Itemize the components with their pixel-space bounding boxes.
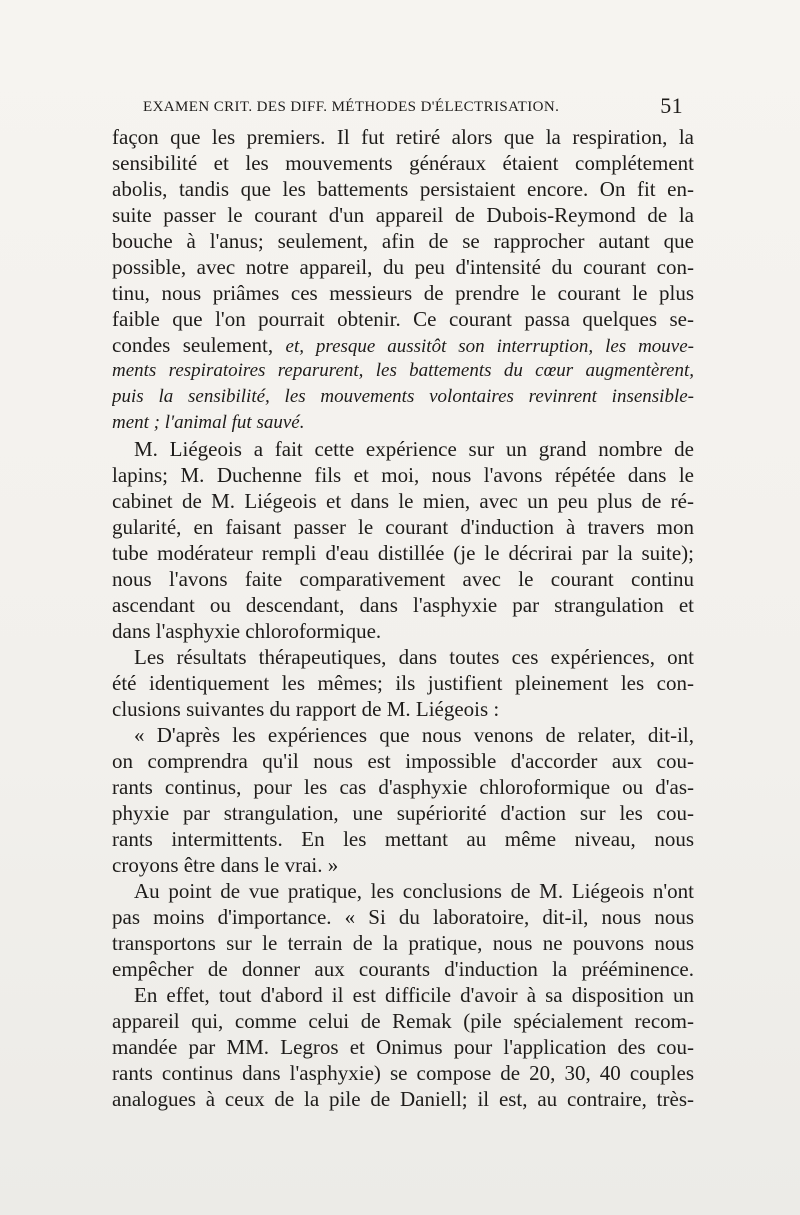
text-line: cabinet de M. Liégeois et dans le mien, avec un peu plus de ré-: [112, 489, 694, 513]
text-line: rants continus dans l'asphyxie) se compose de 20, 30, 40 couples: [112, 1061, 694, 1085]
text-line: gularité, en faisant passer le courant d'induction à travers mon: [112, 515, 694, 539]
text-line: tube modérateur rempli d'eau distillée (je le décrirai par la suite);: [112, 541, 694, 565]
text-line: phyxie par strangulation, une supériorité d'action sur les cou-: [112, 801, 694, 825]
text-line: ments respiratoires reparurent, les battements du cœur augmentèrent,: [112, 360, 694, 381]
text-line: pas moins d'importance. « Si du laboratoire, dit-il, nous nous: [112, 905, 694, 929]
text-line: suite passer le courant d'un appareil de Dubois-Reymond de la: [112, 203, 694, 227]
text-line: nous l'avons faite comparativement avec le courant continu: [112, 567, 694, 591]
text-line: été identiquement les mêmes; ils justifient pleinement les con-: [112, 671, 694, 695]
text-line: analogues à ceux de la pile de Daniell; il est, au contraire, très-: [112, 1087, 694, 1111]
text-line: bouche à l'anus; seulement, afin de se rapprocher autant que: [112, 229, 694, 253]
text-line: clusions suivantes du rapport de M. Liégeois :: [112, 697, 500, 721]
running-header: [143, 93, 683, 123]
text-line: puis la sensibilité, les mouvements volontaires revinrent insensible-: [112, 386, 694, 407]
text-line: tinu, nous priâmes ces messieurs de prendre le courant le plus: [112, 281, 694, 305]
page-number: 51: [660, 93, 683, 118]
text-line: condes seulement, et, presque aussitôt son interruption, les mouve-: [112, 333, 694, 357]
text-line: lapins; M. Duchenne fils et moi, nous l'avons répétée dans le: [112, 463, 694, 487]
text-line: croyons être dans le vrai. »: [112, 853, 339, 877]
text-line: possible, avec notre appareil, du peu d'intensité du courant con-: [112, 255, 694, 279]
text-line: faible que l'on pourrait obtenir. Ce courant passa quelques se-: [112, 307, 694, 331]
text-line: façon que les premiers. Il fut retiré alors que la respiration, la: [112, 125, 694, 149]
text-line: transportons sur le terrain de la pratique, nous ne pouvons nous: [112, 931, 694, 955]
text-line: Au point de vue pratique, les conclusions de M. Liégeois n'ont: [134, 879, 694, 903]
text-line: empêcher de donner aux courants d'induction la prééminence.: [112, 957, 694, 981]
text-line: Les résultats thérapeutiques, dans toutes ces expériences, ont: [134, 645, 694, 669]
text-line: rants continus, pour les cas d'asphyxie chloroformique ou d'as-: [112, 775, 694, 799]
text-line: abolis, tandis que les battements persistaient encore. On fit en-: [112, 177, 694, 201]
text-line: on comprendra qu'il nous est impossible d'accorder aux cou-: [112, 749, 694, 773]
text-line: mandée par MM. Legros et Onimus pour l'application des cou-: [112, 1035, 694, 1059]
running-title: EXAMEN CRIT. DES DIFF. MÉTHODES D'ÉLECTRISATION.: [143, 99, 560, 115]
text-line: rants intermittents. En les mettant au même niveau, nous: [112, 827, 694, 851]
text-line: appareil qui, comme celui de Remak (pile spécialement recom-: [112, 1009, 694, 1033]
text-line: ascendant ou descendant, dans l'asphyxie par strangulation et: [112, 593, 694, 617]
body-text: [112, 124, 694, 1112]
text-line: dans l'asphyxie chloroformique.: [112, 619, 382, 643]
text-line: M. Liégeois a fait cette expérience sur un grand nombre de: [134, 437, 694, 461]
text-line: « D'après les expériences que nous venons de relater, dit-il,: [134, 723, 694, 747]
text-line: En effet, tout d'abord il est difficile d'avoir à sa disposition un: [134, 983, 694, 1007]
text-line: sensibilité et les mouvements généraux étaient complétement: [112, 151, 694, 175]
text-line: ment ; l'animal fut sauvé.: [112, 412, 305, 433]
